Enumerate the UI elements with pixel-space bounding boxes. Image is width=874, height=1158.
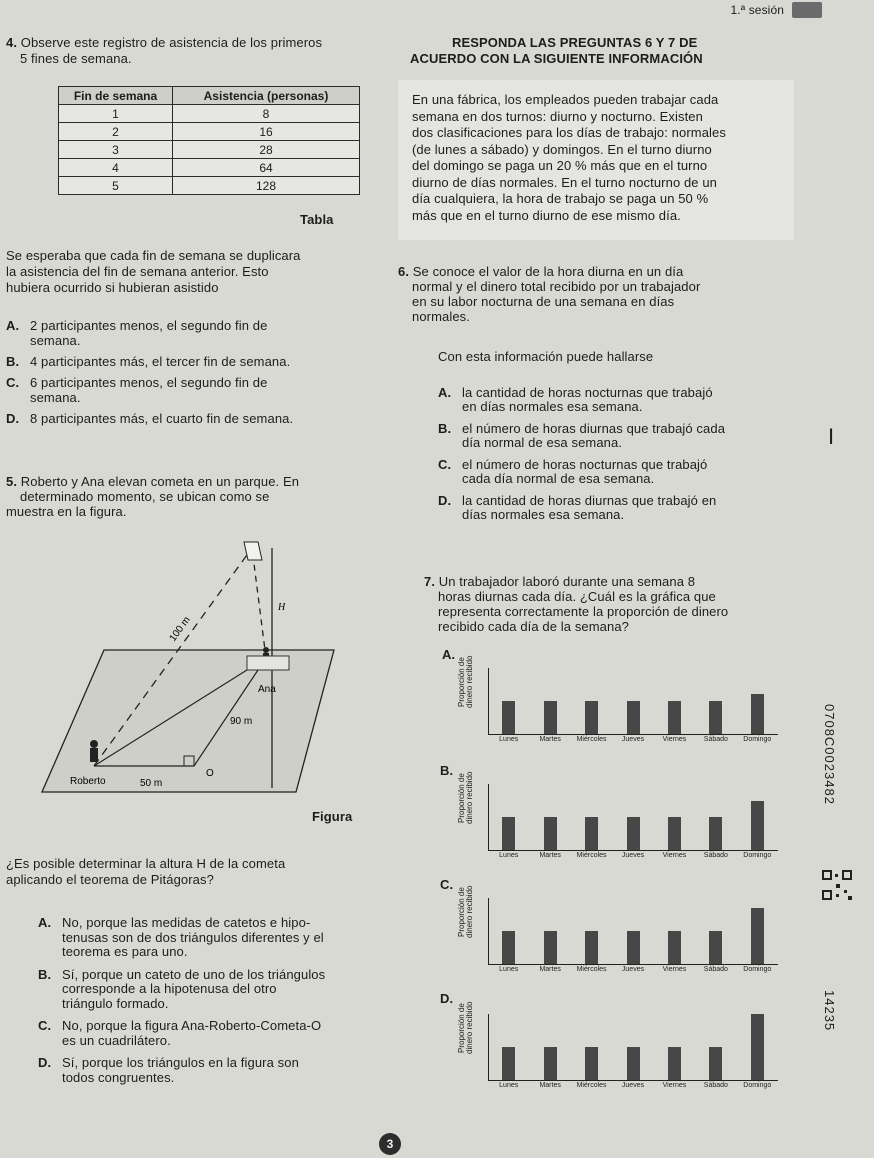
label-100m: 100 m: [167, 614, 193, 644]
chart-bar: [709, 931, 722, 964]
chart-y-axis: [488, 1014, 489, 1080]
bar-chart-b: [457, 756, 788, 859]
label-h: H: [278, 602, 286, 613]
chart-tick-label: Martes: [539, 852, 561, 859]
q6-option-c[interactable]: C. el número de horas nocturnas que trabajó cada día normal de esa semana.: [438, 457, 708, 486]
table-row: 3 28: [59, 141, 360, 159]
q6-stem: 6. Se conoce el valor de la hora diurna en un día normal y el dinero total recibido por un trabajador en su labor nocturna de una semana en días normales.: [398, 264, 701, 324]
chart-y-axis: [488, 784, 489, 850]
ana-string: [252, 548, 266, 658]
bar-chart-c: [457, 870, 788, 973]
chart-x-axis: [488, 964, 778, 965]
q7-stem: 7. Un trabajador laboró durante una semana 8 horas diurnas cada día. ¿Cuál es la gráfica que representa correctamente la proporción de dinero recibido cada día de la semana?: [424, 574, 729, 634]
chart-option-d[interactable]: D.: [440, 991, 454, 1006]
q5-options: [38, 916, 378, 1085]
chart-bar: [709, 1047, 722, 1080]
chart-ylabel: Proporción de dinero recibido: [457, 655, 474, 709]
label-90m: 90 m: [230, 716, 253, 727]
chart-tick-label: Sábado: [703, 736, 728, 743]
q5-option-d[interactable]: D. Sí, porque los triángulos en la figura son todos congruentes.: [38, 1055, 299, 1085]
chart-tick-label: Viernes: [662, 736, 687, 743]
chart-bar: [751, 694, 764, 734]
q4-intro-line1: Observe este registro de asistencia de los primeros: [20, 35, 323, 50]
chart-tick-label: Martes: [539, 736, 561, 743]
chart-y-axis: [488, 668, 489, 734]
q4-option-b[interactable]: B. 4 participantes más, el tercer fin de semana.: [6, 354, 291, 369]
chart-x-axis: [488, 1080, 778, 1081]
chart-tick-label: Sábado: [703, 852, 728, 859]
chart-tick-label: Viernes: [662, 966, 687, 973]
q4-intro-line2: 5 fines de semana.: [20, 51, 132, 66]
info-title-2: ACUERDO CON LA SIGUIENTE INFORMACIÓN: [410, 51, 703, 66]
chart-tick-label: Sábado: [703, 1082, 728, 1089]
info-title-1: RESPONDA LAS PREGUNTAS 6 Y 7 DE: [452, 35, 698, 50]
chart-tick-label: Lunes: [499, 852, 519, 859]
chart-tick-label: Miércoles: [576, 1082, 607, 1089]
chart-tick-label: Lunes: [499, 1082, 519, 1089]
table-row: 5 128: [59, 177, 360, 195]
chart-bar: [585, 931, 598, 964]
chart-bar: [627, 817, 640, 850]
label-ana: Ana: [258, 684, 276, 695]
chart-bar: [751, 908, 764, 964]
bar-chart-a: [457, 640, 788, 743]
chart-tick-label: Domingo: [743, 852, 772, 859]
q6-option-b[interactable]: B. el número de horas diurnas que trabajó cada día normal de esa semana.: [438, 421, 726, 450]
chart-tick-label: Viernes: [662, 1082, 687, 1089]
chart-ylabel: Proporción de dinero recibido: [457, 771, 474, 825]
chart-option-b[interactable]: B.: [440, 763, 454, 778]
chart-bar: [544, 1047, 557, 1080]
park-ground: [42, 650, 334, 792]
chart-tick-label: Jueves: [621, 1082, 645, 1089]
chart-tick-label: Domingo: [743, 736, 772, 743]
chart-bar: [585, 701, 598, 734]
text-cursor-icon: Ι: [828, 424, 835, 449]
q4-intro: [6, 36, 322, 65]
table-row: 2 16: [59, 123, 360, 141]
chart-bar: [544, 817, 557, 850]
chart-option-a[interactable]: A.: [442, 647, 456, 662]
chart-bar: [627, 1047, 640, 1080]
margin-code-1: 0708C0023482: [822, 704, 837, 805]
chart-bar: [668, 1047, 681, 1080]
kite-figure: [34, 538, 354, 800]
label-roberto: Roberto: [70, 776, 106, 787]
q5-option-b[interactable]: B. Sí, porque un cateto de uno de los triángulos corresponde a la hipotenusa del otro triángulo formado.: [38, 966, 326, 1011]
chart-tick-label: Miércoles: [576, 736, 607, 743]
chart-tick-label: Jueves: [621, 966, 645, 973]
table-caption: Tabla: [300, 212, 334, 227]
qr-code-icon: [822, 870, 852, 900]
q6-lead: Con esta información puede hallarse: [438, 349, 654, 364]
chart-tick-label: Miércoles: [576, 852, 607, 859]
chart-tick-label: Domingo: [743, 966, 772, 973]
chart-bar: [668, 817, 681, 850]
label-o: O: [206, 768, 214, 779]
q6-options: [438, 386, 798, 522]
chart-tick-label: Jueves: [621, 852, 645, 859]
chart-bar: [544, 931, 557, 964]
chart-tick-label: Viernes: [662, 852, 687, 859]
chart-bar: [502, 1047, 515, 1080]
q5-stem: 5. Roberto y Ana elevan cometa en un parque. En determinado momento, se ubican como se muestra en la figura.: [6, 474, 300, 519]
bar-chart-d: [457, 986, 788, 1089]
table-row: 4 64: [59, 159, 360, 177]
chart-bar: [709, 701, 722, 734]
session-label: 1.ª sesión: [730, 3, 784, 17]
table-header: Fin de semana: [59, 87, 173, 105]
chart-bar: [585, 1047, 598, 1080]
q4-option-d[interactable]: D. 8 participantes más, el cuarto fin de semana.: [6, 411, 294, 426]
page-number: 3: [379, 1133, 401, 1155]
q4-options: [6, 318, 293, 426]
chart-tick-label: Martes: [539, 1082, 561, 1089]
chart-tick-label: Sábado: [703, 966, 728, 973]
roberto-icon: [90, 740, 98, 748]
chart-bar: [627, 931, 640, 964]
table-header: Asistencia (personas): [173, 87, 360, 105]
chart-x-axis: [488, 850, 778, 851]
logo-icon: [792, 2, 822, 18]
chart-x-axis: [488, 734, 778, 735]
q6-option-a[interactable]: A. la cantidad de horas nocturnas que trabajó en días normales esa semana.: [438, 385, 713, 414]
chart-bar: [751, 1014, 764, 1080]
table-row: 1 8: [59, 105, 360, 123]
chart-bar: [585, 817, 598, 850]
q4-number: 4.: [6, 35, 18, 50]
chart-option-c[interactable]: C.: [440, 877, 454, 892]
chart-bar: [502, 931, 515, 964]
q5-option-c[interactable]: C. No, porque la figura Ana-Roberto-Cometa-O es un cuadrilátero.: [38, 1018, 322, 1048]
info-text: En una fábrica, los empleados pueden trabajar cada semana en dos turnos: diurno y nocturno. Existen dos clasificaciones para los días de trabajo: normales (de lunes a sábado) y domingos. En el turno diurno del domingo se paga un 20 % más que en el turno diurno de días normales. En el turno nocturno de un día cualquiera, la hora de trabajo se paga un 50 % más que en el turno diurno de ese mismo día.: [412, 92, 726, 223]
chart-tick-label: Lunes: [499, 736, 519, 743]
chart-ylabel: Proporción de dinero recibido: [457, 1001, 474, 1055]
chart-bar: [668, 931, 681, 964]
chart-tick-label: Martes: [539, 966, 561, 973]
q5-option-a[interactable]: A. No, porque las medidas de catetos e hipo- tenusas son de dos triángulos diferentes y el teorema es para uno.: [38, 915, 324, 959]
q4-stem: Se esperaba que cada fin de semana se duplicara la asistencia del fin de semana anterior. Esto hubiera ocurrido si hubieran asistido: [6, 248, 301, 295]
chart-bar: [709, 817, 722, 850]
chart-y-axis: [488, 898, 489, 964]
margin-code-2: 14235: [822, 990, 837, 1032]
label-50m: 50 m: [140, 778, 163, 789]
chart-tick-label: Miércoles: [576, 966, 607, 973]
chart-tick-label: Domingo: [743, 1082, 772, 1089]
ana-icon: [263, 647, 269, 653]
q5-question: ¿Es posible determinar la altura H de la cometa aplicando el teorema de Pitágoras?: [6, 856, 286, 887]
q6-option-d[interactable]: D. la cantidad de horas diurnas que trabajó en días normales esa semana.: [438, 493, 717, 522]
chart-bar: [627, 701, 640, 734]
chart-tick-label: Jueves: [621, 736, 645, 743]
chart-bar: [502, 701, 515, 734]
q4-option-c[interactable]: C. 6 participantes menos, el segundo fin de semana.: [6, 375, 268, 405]
chart-bar: [668, 701, 681, 734]
chart-tick-label: Lunes: [499, 966, 519, 973]
chart-bar: [751, 801, 764, 850]
chart-bar: [502, 817, 515, 850]
figure-caption: Figura: [312, 809, 353, 824]
chart-bar: [544, 701, 557, 734]
kite-icon: [244, 542, 262, 560]
q4-option-a[interactable]: A. 2 participantes menos, el segundo fin de semana.: [6, 318, 268, 348]
attendance-table: [58, 86, 360, 195]
chart-ylabel: Proporción de dinero recibido: [457, 885, 474, 939]
